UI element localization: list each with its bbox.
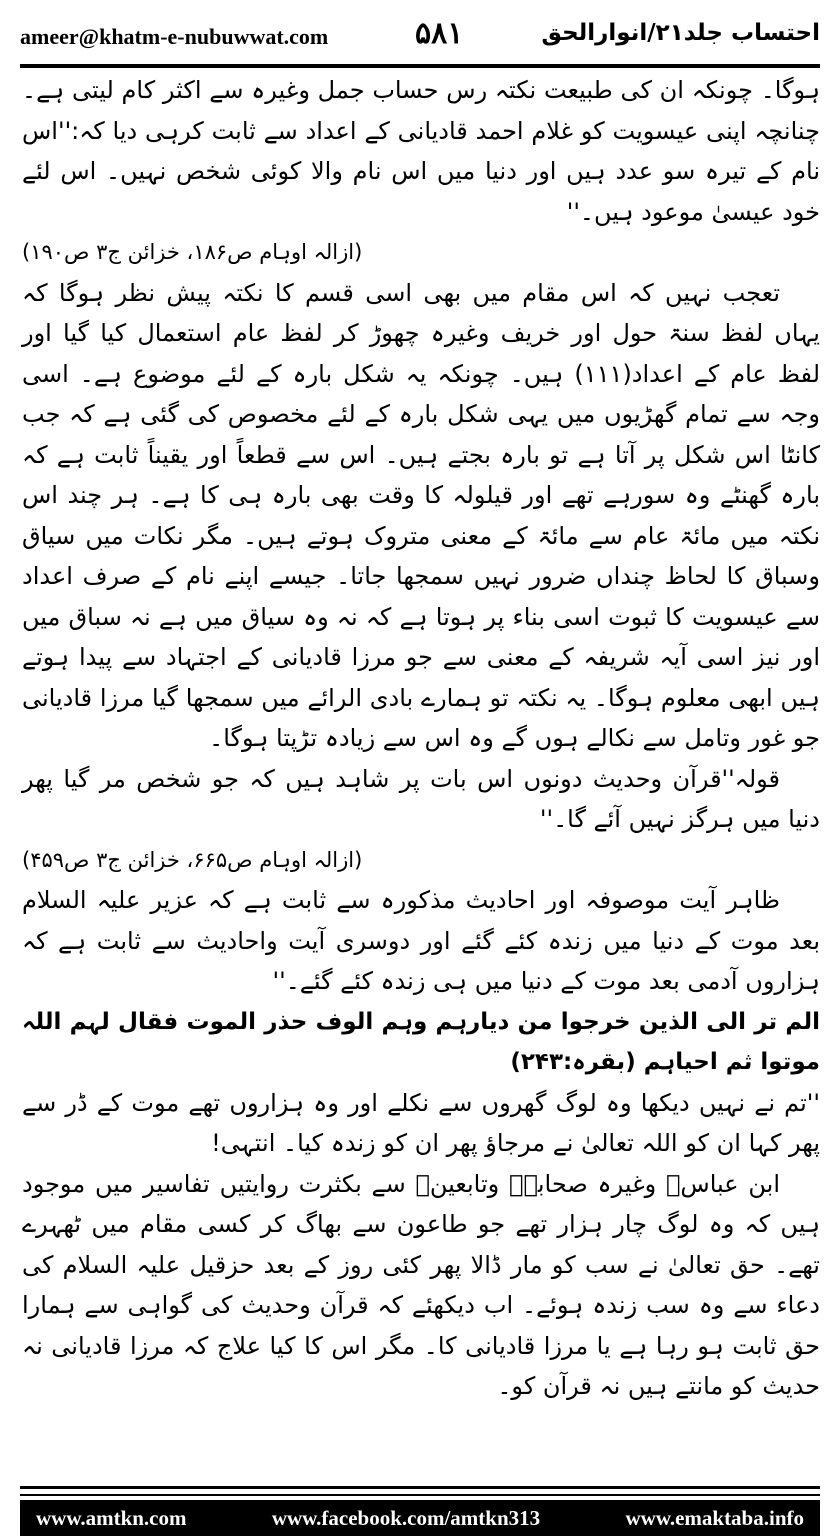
paragraph-3: قولہ''قرآن وحدیث دونوں اس بات پر شاہد ہیں کہ جو شخص مر گیا پھر دنیا میں ہرگز نہیں آئے گا۔''	[22, 764, 820, 833]
footer-rule-thin	[20, 1494, 820, 1496]
book-title: احتساب جلد۲۱/انوارالحق	[541, 20, 820, 46]
paragraph-2: تعجب نہیں کہ اس مقام میں بھی اسی قسم کا نکتہ پیش نظر ہوگا کہ یہاں لفظ سنۃ حول اور خریف وغیرہ چھوڑ کر لفظ عام استعمال کیا گیا اور لفظ عام کے اعداد(۱۱۱) ہیں۔ چونکہ یہ شکل بارہ کے لئے موضوع ہے۔ اسی وجہ سے تمام گھڑیوں میں یہی شکل بارہ کے لئے مخصوص کی گئی ہے کہ جب کانٹا اس شکل پر آتا ہے تو بارہ بجتے ہیں۔ اس سے قطعاً اور یقیناً ثابت ہے کہ بارہ گھنٹے وہ سورہے تھے اور قیلولہ کا وقت بھی بارہ ہی کا ہے۔ ہر چند اس نکتہ میں مائۃ عام سے مائۃ کے معنی متروک ہوتے ہیں۔ مگر نکات میں سیاق وسباق کا لحاظ چنداں ضرور نہیں سمجھا جاتا۔ جیسے اپنے نام کے صرف اعداد سے عیسویت کا ثبوت اسی بناء پر ہوتا ہے کہ نہ وہ سیاق میں ہے نہ سباق میں اور نیز اسی آیہ شریفہ کے معنی سے جو مرزا قادیانی کے اجتہاد سے پیدا ہوتے ہیں ابھی معلوم ہوگا۔ یہ نکتہ تو ہمارے بادی الرائے میں سمجھا گیا مرزا قادیانی جو غور وتامل سے نکالے ہوں گے وہ اس سے زیادہ تڑپتا ہوگا۔	[22, 278, 821, 752]
page-body	[22, 70, 820, 1407]
paragraph-1: ہوگا۔ چونکہ ان کی طبیعت نکتہ رس حساب جمل وغیرہ سے اکثر کام لیتی ہے۔ چنانچہ اپنی عیسویت کو غلام احمد قادیانی کے اعداد سے ثابت کرہی دیا کہ:''اس نام کے تیرہ سو عدد ہیں اور دنیا میں اس نام والا کوئی شخص نہیں۔ اس لئے خود عیسیٰ موعود ہیں۔''	[22, 76, 820, 226]
header-email: ameer@khatm-e-nubuwwat.com	[20, 24, 329, 49]
header-rule	[20, 64, 820, 68]
footer-rule	[20, 1486, 820, 1489]
footer-link-facebook[interactable]: www.facebook.com/amtkn313	[271, 1505, 541, 1530]
quran-verse: الم تر الی الذین خرجوا من دیارہم وہم الوف حذر الموت فقال لہم اللہ موتوا ثم احیاہم (بقرہ:۲۴۳)	[22, 1008, 820, 1075]
footer-link-amtkn[interactable]: www.amtkn.com	[36, 1505, 187, 1530]
reference-1: (ازالہ اوہام ص۱۸۶، خزائن ج۳ ص۱۹۰)	[22, 240, 363, 264]
page-number: ۵۸۱	[415, 17, 464, 50]
paragraph-4: ظاہر آیت موصوفہ اور احادیث مذکورہ سے ثابت ہے کہ عزیر علیہ السلام بعد موت کے دنیا میں زندہ کئے گئے اور دوسری آیت واحادیث سے ثابت ہے کہ ہزاروں آدمی بعد موت کے دنیا میں ہی زندہ کئے گئے۔''	[22, 886, 820, 995]
footer-link-emaktaba[interactable]: www.emaktaba.info	[625, 1505, 804, 1530]
reference-2: (ازالہ اوہام ص۶۶۵، خزائن ج۳ ص۴۵۹)	[22, 847, 363, 872]
paragraph-5: ابن عباسؓ وغیرہ صحابہؓ وتابعینؒ سے بکثرت روایتیں تفاسیر میں موجود ہیں کہ وہ لوگ چار ہزار تھے جو طاعون سے بھاگ کر کسی مقام میں ٹھہرے تھے۔ حق تعالیٰ نے سب کو مار ڈالا پھر کئی روز کے بعد حزقیل علیہ السلام کی دعاء سے وہ سب زندہ ہوئے۔ اب دیکھئے کہ قرآن وحدیث کی گواہی سے ہمارا حق ثابت ہو رہا ہے یا مرزا قادیانی کا۔ مگر اس کا کیا علاج کہ مرزا قادیانی نہ حدیث کو مانتے ہیں نہ قرآن کو۔	[22, 1169, 820, 1400]
footer-links-bar	[20, 1500, 820, 1536]
page-header	[20, 14, 820, 64]
verse-translation: ''تم نے نہیں دیکھا وہ لوگ گھروں سے نکلے اور وہ ہزاروں تھے موت کے ڈر سے پھر کہا ان کو اللہ تعالیٰ نے مرجاؤ پھر ان کو زندہ کیا۔ انتہی!	[22, 1088, 820, 1157]
